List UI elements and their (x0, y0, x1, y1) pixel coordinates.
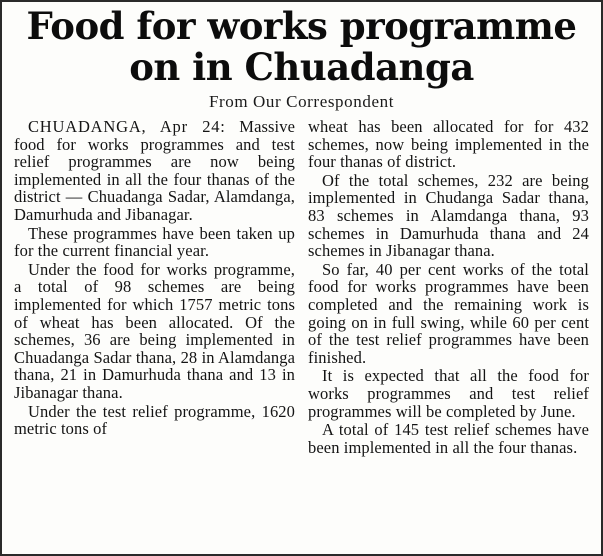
byline: From Our Correspondent (208, 92, 395, 111)
paragraph: Under the food for works programme, a total of 98 schemes are being implemented for which 1757 metric tons of wheat has been allocated. Of the schemes, 36 are being implemented in Chuadanga Sadar thana, 28 in Alamdanga thana, 21 in Damurhuda thana and 13 in Jibanagar thana. (14, 259, 295, 402)
paragraph: So far, 40 per cent works of the total food for works programmes have been completed and the remaining work is going on in full swing, while 60 per cent of the test relief programmes have been finished. (308, 259, 589, 367)
paragraph (14, 118, 295, 224)
article-body (10, 118, 593, 457)
paragraph: It is expected that all the food for works programmes and test relief programmes will be completed by June. (308, 366, 589, 421)
paragraph: A total of 145 test relief schemes have been implemented in all the four thanas. (308, 420, 589, 457)
headline-line-1: Food for works programme (26, 4, 577, 48)
paragraph: Under the test relief programme, 1620 metric tons of (14, 401, 295, 439)
headline (10, 6, 593, 88)
headline-line-2: on in Chuadanga (129, 45, 474, 89)
paragraph: These programmes have been taken up for the current financial year. (14, 223, 295, 261)
paragraph: Of the total schemes, 232 are being implemented in Chudanga Sadar thana, 83 schemes in Alamdanga thana, 93 schemes in Damurhuda thana and 24 schemes in Jibanagar thana. (308, 170, 589, 261)
left-column (14, 118, 295, 457)
right-column (308, 118, 589, 457)
dateline: CHUADANGA, Apr 24: (28, 117, 226, 136)
paragraph-text: Massive food for works programmes and test relief programmes are now being implemented in all the four thanas of the district — Chuadanga Sadar, Alamdanga, Damurhuda and Jibanagar. (14, 117, 295, 224)
paragraph: wheat has been allocated for for 432 schemes, now being implemented in the four thanas of district. (308, 117, 589, 172)
